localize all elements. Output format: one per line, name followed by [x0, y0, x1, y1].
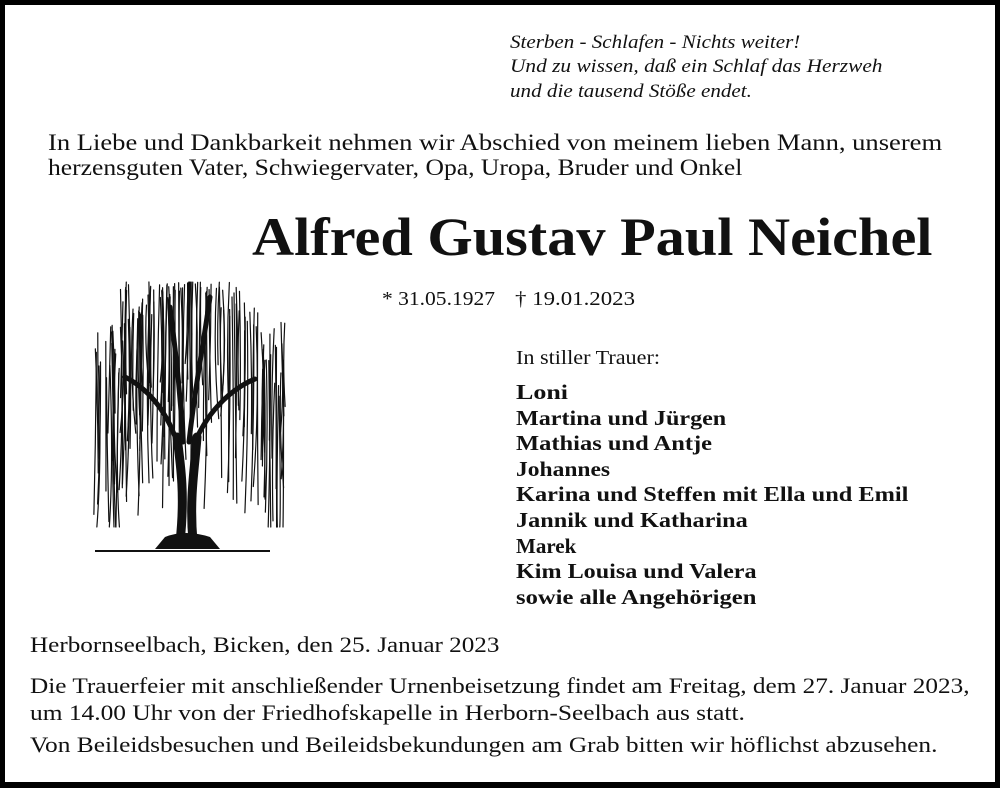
- poem-line: und die tausend Stöße endet.: [510, 81, 752, 102]
- family-member: Karina und Steffen mit Ella und Emil: [516, 482, 909, 507]
- willow-tree-image: [85, 267, 295, 562]
- family-member: Marek: [516, 533, 577, 558]
- family-member: Johannes: [516, 456, 611, 481]
- willow-strand: [157, 285, 160, 461]
- place-date: Herbornseelbach, Bicken, den 25. Januar 2023: [30, 632, 500, 657]
- willow-strand: [272, 383, 274, 521]
- family-member: Kim Louisa und Valera: [516, 559, 757, 584]
- willow-strand: [277, 386, 278, 527]
- mourning-label: In stiller Trauer:: [516, 347, 660, 369]
- intro-line: herzensguten Vater, Schwiegervater, Opa, Uropa, Bruder und Onkel: [48, 155, 743, 180]
- willow-strand: [168, 298, 169, 402]
- condolence-note: Von Beileidsbesuchen und Beileidsbekundungen am Grab bitten wir höflichst abzusehen.: [30, 732, 938, 757]
- willow-strand: [165, 285, 167, 415]
- willow-strand: [239, 291, 240, 419]
- poem-line: Und zu wissen, daß ein Schlaf das Herzweh: [510, 56, 883, 77]
- intro-line: In Liebe und Dankbarkeit nehmen wir Abschied von meinem lieben Mann, unserem: [48, 130, 943, 155]
- birth-date: * 31.05.1927: [382, 288, 495, 310]
- willow-strand: [257, 313, 258, 505]
- death-date: † 19.01.2023: [515, 288, 635, 310]
- willow-strand: [284, 323, 285, 406]
- family-member: Mathias und Antje: [516, 431, 713, 456]
- obituary-notice: [5, 5, 995, 782]
- deceased-name: Alfred Gustav Paul Neichel: [252, 207, 933, 267]
- willow-strand: [133, 313, 134, 410]
- willow-strand: [269, 334, 270, 440]
- service-line: um 14.00 Uhr von der Friedhofskapelle in Herborn-Seelbach aus statt.: [30, 700, 745, 725]
- willow-strand: [250, 312, 252, 433]
- family-member: sowie alle Angehörigen: [516, 584, 757, 609]
- willow-strand: [232, 297, 233, 499]
- family-member: Martina und Jürgen: [516, 405, 727, 430]
- service-line: Die Trauerfeier mit anschließender Urnenbeisetzung findet am Freitag, dem 27. Januar 2023,: [30, 673, 970, 698]
- willow-strand: [117, 368, 119, 527]
- poem-line: Sterben - Schlafen - Nichts weiter!: [510, 32, 801, 53]
- willow-strand: [142, 315, 143, 431]
- family-member: Loni: [516, 380, 569, 404]
- family-member: Jannik und Katharina: [516, 508, 748, 532]
